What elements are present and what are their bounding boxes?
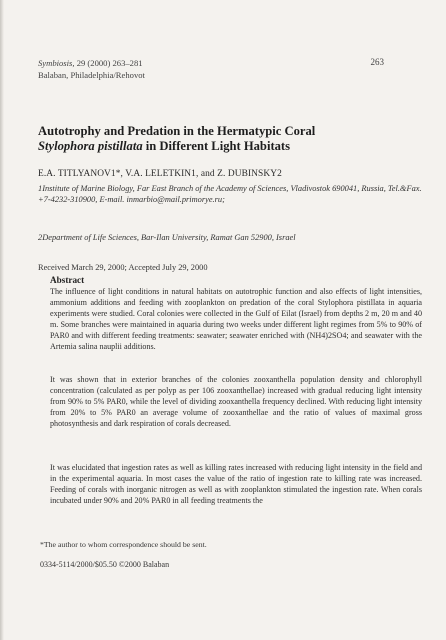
correspondence-footnote: *The author to whom correspondence should be sent. xyxy=(40,540,207,549)
publisher: Balaban, Philadelphia/Rehovot xyxy=(38,70,145,80)
title-line-1: Autotrophy and Predation in the Hermatypic Coral xyxy=(38,124,316,138)
journal-name: Symbiosis, xyxy=(38,58,75,68)
author-list: E.A. TITLYANOV1*, V.A. LELETKIN1, and Z. DUBINSKY2 xyxy=(38,169,282,179)
title-line-2-rest: in Different Light Habitats xyxy=(145,139,291,153)
article-title xyxy=(38,124,418,154)
title-line-2 xyxy=(38,139,418,154)
affiliation-2: 2Department of Life Sciences, Bar-Ilan University, Ramat Gan 52900, Israel xyxy=(38,233,296,242)
journal-issue: 29 (2000) 263–281 xyxy=(76,58,143,68)
page-number: 263 xyxy=(370,57,384,67)
received-dates: Received March 29, 2000; Accepted July 29, 2000 xyxy=(38,263,208,272)
affiliation-1: 1Institute of Marine Biology, Far East Branch of the Academy of Sciences, Vladivostok 690041, Russia, Tel.&Fax. +7-4232-310900, E-mail. inmarbio@mail.primorye.ru; xyxy=(38,184,422,204)
abstract-paragraph-3: It was elucidated that ingestion rates as well as killing rates increased with reducing light intensity in the field and in the experimental aquaria. In most cases the value of the ratio of ingestion rate to killing rate was increased. Feeding of corals with inorganic nitrogen as well as with zooplankton stimulated the ingestion rate. When corals incubated under 90% and 20% PAR0 in all feeding treatments the xyxy=(50,463,422,505)
title-species: Stylophora pistillata xyxy=(38,139,143,153)
abstract-heading: Abstract xyxy=(50,275,85,285)
abstract-paragraph-2: It was shown that in exterior branches of the colonies zooxanthella population density and chlorophyll concentration (calculated as per polyp as per 106 zooxanthellae) increased with gradual reducing light intensity from 90% to 5% PAR0, while the level of dividing zooxanthella frequency declined. With reducing light intensity from 20% to 5% PAR0 an average volume of zooxanthellae and the ratio of values of maximal gross photosynthesis and dark respiration of corals decreased. xyxy=(50,375,422,428)
copyright-line: 0334-5114/2000/$05.50 ©2000 Balaban xyxy=(40,560,170,569)
journal-citation xyxy=(38,58,143,68)
abstract-paragraph-1: The influence of light conditions in natural habitats on autotrophic function and also effects of light intensities, ammonium additions and feeding with zooplankton on predation of the coral Stylophora pistillata in aquaria experiments were studied. Coral colonies were collected in the Gulf of Eilat (Israel) from depths 2 m, 20 m and 40 m. Some branches were maintained in aquaria during two weeks under different light regimes from 5% to 90% of PAR0 and with different feeding treatments: seawater; seawater enriched with (NH4)2SO4; and seawater with the Artemia salina nauplii additions. xyxy=(50,287,422,351)
page-edge-shadow xyxy=(0,0,4,640)
